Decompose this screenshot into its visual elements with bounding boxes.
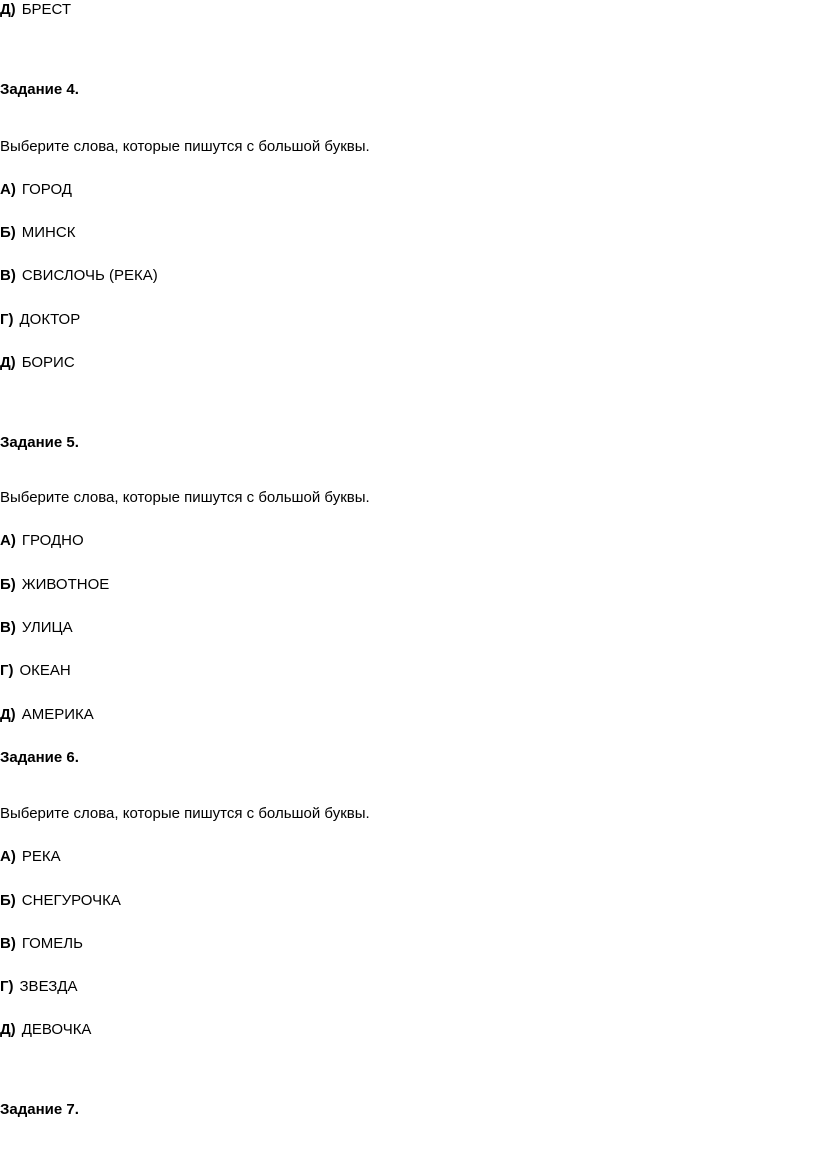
task-6-option-g bbox=[0, 977, 77, 997]
option-word: АМЕРИКА bbox=[21, 706, 94, 723]
option-word: ОКЕАН bbox=[19, 662, 71, 679]
option-letter: Г) bbox=[0, 978, 14, 995]
option-word: РЕКА bbox=[21, 848, 61, 865]
option-word: ГОМЕЛЬ bbox=[21, 935, 83, 952]
task-4-option-g bbox=[0, 310, 80, 330]
option-word: ЗВЕЗДА bbox=[19, 978, 78, 995]
task-5-option-a bbox=[0, 531, 84, 551]
task-5-option-b bbox=[0, 575, 109, 595]
option-letter: А) bbox=[0, 181, 16, 198]
option-letter: Д) bbox=[0, 1021, 16, 1038]
option-letter: В) bbox=[0, 267, 16, 284]
option-word: ЖИВОТНОЕ bbox=[21, 576, 110, 593]
option-letter: Б) bbox=[0, 576, 16, 593]
option-letter: В) bbox=[0, 619, 16, 636]
option-word: ГОРОД bbox=[21, 181, 72, 198]
option-letter: Б) bbox=[0, 892, 16, 909]
option-letter: Г) bbox=[0, 662, 14, 679]
task-6-instruction: Выберите слова, которые пишутся с большой буквы. bbox=[0, 805, 370, 822]
task-6-option-v bbox=[0, 934, 83, 954]
option-word: МИНСК bbox=[21, 224, 76, 241]
task-6-option-b bbox=[0, 891, 121, 911]
task-7-title: Задание 7. bbox=[0, 1101, 79, 1118]
option-word: ГРОДНО bbox=[21, 532, 84, 549]
option-word: СВИСЛОЧЬ (РЕКА) bbox=[21, 267, 158, 284]
task-5-option-d bbox=[0, 705, 94, 725]
option-word: УЛИЦА bbox=[21, 619, 73, 636]
task-4-option-a bbox=[0, 180, 72, 200]
task-5-option-g bbox=[0, 661, 71, 681]
option-word: БРЕСТ bbox=[21, 1, 72, 18]
task-4-option-d bbox=[0, 353, 75, 373]
option-word: ДЕВОЧКА bbox=[21, 1021, 92, 1038]
task-5-option-v bbox=[0, 618, 73, 638]
task-5-title: Задание 5. bbox=[0, 434, 79, 451]
top-option bbox=[0, 0, 71, 20]
option-letter: Г) bbox=[0, 311, 14, 328]
option-word: ДОКТОР bbox=[19, 311, 81, 328]
task-4-title: Задание 4. bbox=[0, 81, 79, 98]
option-letter: Д) bbox=[0, 354, 16, 371]
option-letter: А) bbox=[0, 532, 16, 549]
task-5-instruction: Выберите слова, которые пишутся с большой буквы. bbox=[0, 489, 370, 506]
option-letter: В) bbox=[0, 935, 16, 952]
task-6-option-a bbox=[0, 847, 61, 867]
task-4-option-b bbox=[0, 223, 75, 243]
task-4-option-v bbox=[0, 266, 158, 286]
option-letter: Д) bbox=[0, 1, 16, 18]
option-word: СНЕГУРОЧКА bbox=[21, 892, 121, 909]
option-letter: А) bbox=[0, 848, 16, 865]
option-letter: Б) bbox=[0, 224, 16, 241]
task-6-option-d bbox=[0, 1020, 91, 1040]
option-word: БОРИС bbox=[21, 354, 75, 371]
task-6-title: Задание 6. bbox=[0, 749, 79, 766]
option-letter: Д) bbox=[0, 706, 16, 723]
task-4-instruction: Выберите слова, которые пишутся с большой буквы. bbox=[0, 138, 370, 155]
